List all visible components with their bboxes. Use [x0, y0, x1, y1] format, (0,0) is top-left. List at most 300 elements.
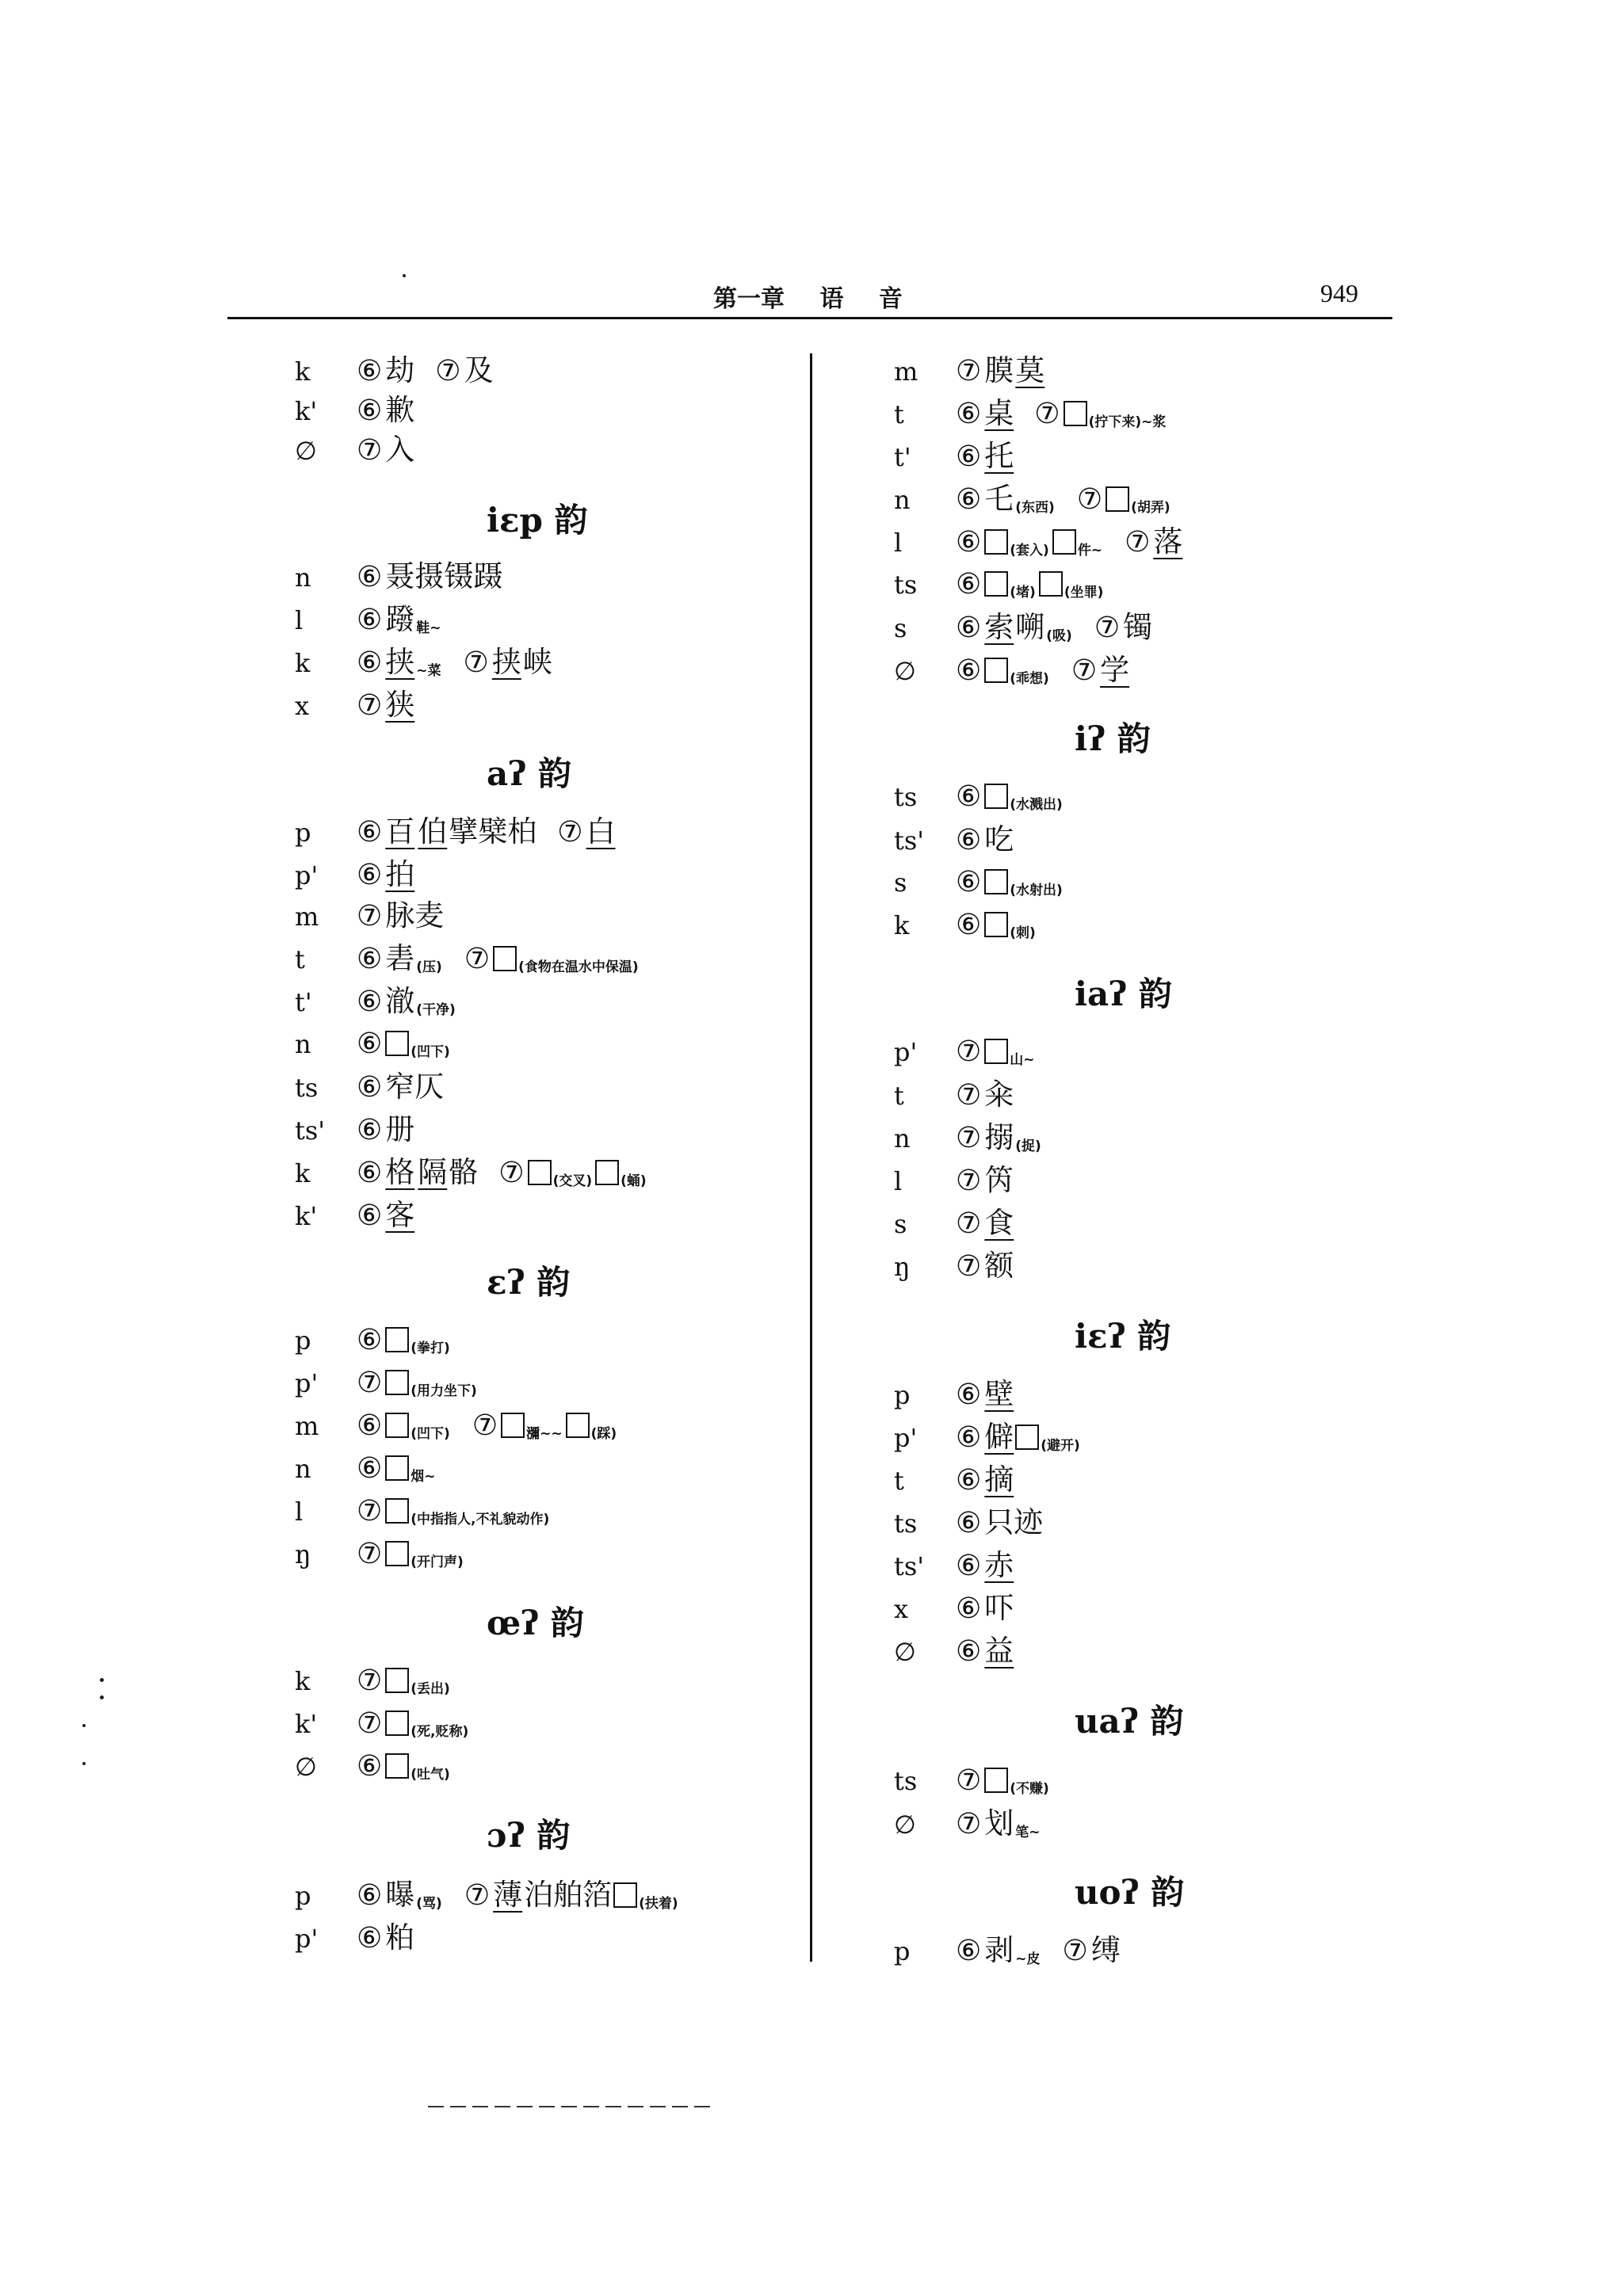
syllable-row: [894, 1933, 1141, 1974]
initial-consonant: s: [894, 1209, 907, 1239]
gloss-note: (不赚): [1010, 1781, 1049, 1797]
tone-group: [357, 1366, 480, 1405]
missing-character-box: [385, 1541, 409, 1566]
tone-group: [956, 1548, 1015, 1584]
character: 脉麦: [385, 898, 445, 933]
initial-consonant: ∅: [894, 1637, 916, 1667]
syllable-row: [295, 1494, 571, 1534]
tone-marker: ⑦: [357, 900, 383, 933]
tone-group: [357, 1198, 416, 1234]
tone-marker: ⑥: [956, 866, 982, 898]
character-underlined: 薄: [493, 1878, 523, 1912]
initial-consonant: p': [295, 1368, 319, 1398]
syllable-row: [295, 353, 514, 389]
gloss-note: (开门声): [411, 1554, 464, 1570]
syllable-row: [894, 1377, 1034, 1413]
initial-consonant: ts: [894, 1766, 918, 1796]
initial-consonant: p: [295, 1325, 311, 1356]
initial-consonant: p': [295, 860, 319, 891]
character: 膜: [984, 353, 1014, 387]
character-underlined: 壁: [984, 1377, 1014, 1411]
tone-marker: ⑥: [956, 654, 982, 687]
tone-group: [557, 814, 617, 850]
tone-group: [357, 353, 416, 389]
gloss-note: (凹下): [411, 1044, 450, 1060]
tone-marker: ⑥: [357, 1028, 383, 1060]
scan-speck: [100, 1695, 104, 1699]
missing-character-box: [385, 1327, 409, 1352]
gloss-note: (避开): [1041, 1438, 1080, 1454]
tone-group: [956, 908, 1039, 948]
syllable-row: [295, 814, 636, 850]
syllable-row: [894, 653, 1150, 693]
syllable-row: [295, 1878, 701, 1918]
character: 擘檗柏: [449, 814, 537, 849]
missing-character-box: [385, 1668, 409, 1693]
tone-marker: ⑦: [1076, 483, 1103, 516]
character-underlined: 客: [385, 1198, 415, 1232]
gloss-note: (捉): [1015, 1138, 1041, 1154]
gloss-note: ~菜: [416, 663, 441, 679]
syllable-row: [894, 482, 1193, 522]
tone-group: [956, 439, 1015, 475]
tone-marker: ⑥: [956, 1592, 982, 1625]
initial-consonant: k': [295, 1709, 318, 1739]
character: 泊舶箔: [524, 1878, 613, 1912]
character: 蹳: [385, 602, 415, 636]
tone-group: [357, 814, 538, 850]
gloss-note: (食物在温水中保温): [518, 959, 639, 975]
scan-artifact-line: [428, 2106, 713, 2107]
missing-character-box: [385, 1498, 409, 1524]
character: 及: [464, 353, 494, 387]
tone-group: [956, 1206, 1015, 1241]
tone-marker: ⑥: [956, 909, 982, 941]
tone-group: [357, 1537, 467, 1577]
rhyme-heading: iʔ 韵: [1075, 719, 1151, 758]
gloss-note: (东西): [1015, 500, 1055, 516]
character-underlined: 食: [984, 1206, 1014, 1240]
gloss-note: (死,贬称): [411, 1724, 469, 1740]
syllable-row: [894, 1163, 1034, 1199]
initial-consonant: ∅: [295, 436, 317, 466]
initial-consonant: p: [894, 1380, 911, 1410]
initial-consonant: p: [894, 1936, 911, 1966]
tone-group: [464, 645, 554, 681]
syllable-row: [295, 1112, 435, 1148]
tone-marker: ⑥: [357, 1157, 383, 1189]
tone-marker: ⑥: [956, 612, 982, 644]
tone-group: [956, 1163, 1015, 1199]
tone-marker: ⑦: [956, 1207, 982, 1240]
missing-character-box: [595, 1160, 619, 1185]
tone-marker: ⑥: [956, 780, 982, 813]
character: 吃: [984, 822, 1014, 856]
tone-marker: ⑦: [956, 1035, 982, 1068]
missing-character-box: [1052, 529, 1076, 555]
syllable-row: [295, 645, 573, 685]
character-underlined: 白: [586, 814, 616, 849]
initial-consonant: p: [295, 818, 311, 848]
tone-marker: ⑦: [357, 1367, 383, 1399]
syllable-row: [894, 822, 1034, 858]
character: 歉: [385, 393, 415, 427]
tone-group: [435, 353, 495, 389]
missing-character-box: [613, 1882, 637, 1908]
initial-consonant: x: [295, 691, 310, 721]
tone-marker: ⑦: [1094, 612, 1121, 644]
missing-character-box: [385, 1031, 409, 1056]
initial-consonant: k: [295, 1158, 311, 1188]
initial-consonant: ts': [894, 1551, 925, 1581]
tone-group: [956, 396, 1015, 432]
gloss-note: (骂): [416, 1896, 442, 1912]
syllable-row: [295, 393, 435, 429]
tone-group: [956, 1035, 1038, 1074]
rhyme-heading: ɔʔ 韵: [487, 1816, 571, 1855]
tone-marker: ⑥: [357, 1750, 383, 1783]
syllable-row: [295, 1366, 499, 1405]
tone-group: [357, 1409, 453, 1448]
character-underlined: 桌: [984, 396, 1014, 430]
character-underlined: 益: [984, 1634, 1014, 1668]
character: 剥: [984, 1933, 1014, 1967]
tone-marker: ⑦: [435, 355, 461, 387]
character: 嗍: [1015, 610, 1045, 644]
syllable-row: [894, 1120, 1064, 1161]
syllable-row: [894, 908, 1058, 948]
tone-marker: ⑥: [357, 1071, 383, 1104]
tone-group: [956, 1420, 1083, 1460]
syllable-row: [295, 559, 523, 595]
tone-marker: ⑥: [357, 355, 383, 387]
tone-marker: ⑦: [357, 1707, 383, 1740]
tone-marker: ⑦: [1062, 1935, 1088, 1967]
character-underlined: 落: [1153, 524, 1183, 559]
tone-group: [956, 1505, 1044, 1541]
character-underlined: 百: [385, 814, 415, 849]
missing-character-box: [984, 571, 1008, 597]
initial-consonant: t: [894, 1466, 904, 1496]
character: 额: [984, 1249, 1014, 1283]
character-underlined: 托: [984, 439, 1014, 473]
tone-marker: ⑦: [1125, 526, 1151, 559]
gloss-note: (踩): [590, 1426, 617, 1442]
syllable-row: [894, 353, 1065, 389]
initial-consonant: l: [894, 1166, 903, 1196]
syllable-row: [894, 396, 1188, 437]
missing-character-box: [493, 946, 517, 971]
scan-speck: [403, 274, 406, 277]
tone-group: [357, 1155, 479, 1191]
tone-group: [956, 1463, 1015, 1498]
gloss-note: (拧下来)~浆: [1088, 414, 1167, 430]
tone-marker: ⑦: [956, 1079, 982, 1112]
character-underlined: 索: [984, 610, 1014, 644]
tone-marker: ⑥: [357, 1409, 383, 1442]
tone-group: [357, 559, 504, 595]
syllable-row: [894, 1420, 1102, 1460]
tone-marker: ⑥: [956, 441, 982, 473]
initial-consonant: ŋ: [894, 1252, 911, 1282]
missing-character-box: [385, 1711, 409, 1736]
tone-marker: ⑥: [956, 398, 982, 430]
tone-group: [357, 984, 459, 1024]
tone-marker: ⑦: [956, 1165, 982, 1197]
initial-consonant: l: [295, 605, 304, 635]
tone-group: [357, 1112, 416, 1148]
tone-group: [357, 1920, 416, 1956]
initial-consonant: n: [295, 1454, 311, 1484]
tone-group: [357, 1878, 445, 1918]
tone-marker: ⑥: [956, 1550, 982, 1582]
initial-consonant: m: [295, 902, 319, 932]
syllable-row: [295, 1707, 491, 1746]
tone-group: [956, 1249, 1015, 1284]
tone-group: [956, 567, 1106, 607]
tone-group: [956, 610, 1075, 650]
rhyme-heading: uoʔ 韵: [1075, 1873, 1185, 1912]
character: 劫: [385, 353, 415, 387]
missing-character-box: [1039, 571, 1063, 597]
tone-marker: ⑦: [956, 1250, 982, 1283]
tone-marker: ⑥: [956, 1935, 982, 1967]
missing-character-box: [984, 784, 1008, 809]
scan-speck: [100, 1678, 104, 1682]
tone-marker: ⑥: [956, 526, 982, 559]
tone-group: [1034, 397, 1169, 437]
tone-marker: ⑦: [357, 1495, 383, 1527]
tone-group: [357, 1664, 453, 1703]
syllable-row: [894, 610, 1173, 650]
initial-consonant: t: [894, 1081, 904, 1111]
tone-group: [956, 654, 1052, 693]
missing-character-box: [984, 912, 1008, 937]
syllable-row: [894, 1035, 1057, 1074]
gloss-note: 山~: [1010, 1052, 1035, 1068]
missing-character-box: [984, 1768, 1008, 1793]
missing-character-box: [1064, 401, 1087, 426]
initial-consonant: s: [894, 868, 907, 898]
tone-marker: ⑦: [498, 1157, 525, 1189]
tone-marker: ⑥: [357, 1452, 383, 1485]
missing-character-box: [984, 869, 1008, 894]
gloss-note: (刺): [1010, 925, 1036, 941]
column-divider: [810, 353, 812, 1962]
syllable-row: [295, 1409, 639, 1448]
gloss-note: (用力坐下): [411, 1383, 477, 1399]
tone-marker: ⑥: [956, 483, 982, 516]
syllable-row: [894, 1591, 1034, 1627]
tone-group: [464, 1878, 682, 1918]
gloss-note: (凹下): [411, 1426, 450, 1442]
tone-marker: ⑦: [357, 689, 383, 722]
missing-character-box: [385, 1455, 409, 1481]
character-underlined: 狭: [385, 688, 415, 722]
tone-group: [357, 1070, 445, 1105]
gloss-note: (蛹): [621, 1173, 647, 1189]
character-underlined: 挟: [491, 645, 521, 679]
tone-group: [956, 1806, 1044, 1847]
character: 吓: [984, 1591, 1014, 1625]
character: 笍: [984, 1163, 1014, 1197]
initial-consonant: k: [295, 1666, 311, 1696]
syllable-row: [894, 1077, 1034, 1113]
rhyme-heading: ɛʔ 韵: [487, 1263, 571, 1302]
character: 砉: [385, 941, 415, 975]
character: 聂摄镊蹑: [385, 559, 503, 593]
syllable-row: [295, 857, 435, 893]
tone-marker: ⑥: [357, 816, 383, 849]
character-underlined: 僻: [984, 1420, 1014, 1454]
scan-speck: [82, 1762, 86, 1765]
syllable-row: [894, 524, 1203, 565]
tone-marker: ⑦: [1034, 398, 1060, 430]
initial-consonant: t': [894, 442, 911, 472]
tone-group: [357, 898, 445, 934]
tone-group: [357, 941, 445, 982]
initial-consonant: l: [894, 528, 903, 558]
tone-marker: ⑥: [956, 568, 982, 601]
header-rule: [227, 317, 1392, 319]
initial-consonant: x: [894, 1594, 909, 1624]
tone-marker: ⑥: [357, 646, 383, 679]
syllable-row: [295, 1323, 472, 1363]
syllable-row: [295, 1451, 458, 1491]
character: 划: [984, 1806, 1014, 1840]
rhyme-heading: iɛp 韵: [487, 501, 588, 540]
initial-consonant: ts: [894, 1508, 918, 1539]
missing-character-box: [566, 1413, 590, 1438]
syllable-row: [295, 1664, 472, 1703]
tone-group: [357, 1749, 453, 1789]
tone-marker: ⑦: [357, 1665, 383, 1697]
tone-group: [1063, 1933, 1122, 1969]
tone-group: [357, 645, 445, 685]
tone-group: [357, 688, 416, 723]
character-underlined: 莫: [1015, 353, 1045, 387]
tone-marker: ⑥: [357, 395, 383, 427]
tone-marker: ⑥: [956, 824, 982, 856]
tone-marker: ⑦: [557, 816, 583, 849]
initial-consonant: k: [295, 648, 311, 678]
initial-consonant: ts': [894, 826, 925, 856]
gloss-note: 瀰~~: [526, 1426, 563, 1442]
tone-marker: ⑦: [357, 434, 383, 467]
character: 只迹: [984, 1505, 1044, 1539]
rhyme-heading: aʔ 韵: [487, 754, 571, 793]
initial-consonant: k': [295, 396, 318, 426]
tone-marker: ⑥: [357, 1879, 383, 1912]
gloss-note: ~皮: [1015, 1951, 1041, 1967]
syllable-row: [894, 865, 1085, 905]
scan-speck: [82, 1724, 86, 1727]
tone-marker: ⑥: [357, 943, 383, 975]
gloss-note: 件~: [1077, 543, 1103, 559]
character-underlined: 拍: [385, 857, 415, 891]
tone-group: [956, 1764, 1052, 1803]
tone-marker: ⑥: [956, 1464, 982, 1497]
missing-character-box: [385, 1413, 409, 1438]
syllable-row: [295, 433, 435, 468]
gloss-note: (中指指人,不礼貌动作): [411, 1512, 550, 1527]
syllable-row: [295, 1070, 464, 1105]
gloss-note: (干净): [416, 1002, 456, 1018]
syllable-row: [295, 1537, 486, 1577]
missing-character-box: [984, 1039, 1008, 1064]
initial-consonant: p: [295, 1881, 311, 1911]
initial-consonant: m: [894, 357, 918, 387]
tone-marker: ⑦: [464, 1879, 491, 1912]
initial-consonant: ∅: [894, 1810, 916, 1840]
syllable-row: [894, 1206, 1034, 1241]
syllable-row: [295, 688, 435, 723]
initial-consonant: n: [295, 563, 311, 593]
missing-character-box: [501, 1413, 525, 1438]
missing-character-box: [984, 658, 1008, 683]
rhyme-heading: iaʔ 韵: [1075, 974, 1172, 1013]
tone-group: [1077, 482, 1174, 522]
gloss-note: (交叉): [552, 1173, 593, 1189]
header-chapter: 第一章: [713, 285, 785, 313]
initial-consonant: ∅: [894, 656, 916, 686]
tone-marker: ⑦: [357, 1538, 383, 1570]
gloss-note: (扶着): [639, 1896, 678, 1912]
syllable-row: [295, 984, 478, 1024]
tone-marker: ⑥: [357, 986, 383, 1018]
initial-consonant: s: [894, 613, 907, 643]
gloss-note: (套入): [1010, 543, 1049, 559]
missing-character-box: [1015, 1425, 1039, 1450]
gloss-note: 烟~: [411, 1469, 436, 1485]
initial-consonant: t: [894, 399, 904, 429]
initial-consonant: ts: [894, 782, 918, 812]
tone-group: [357, 1707, 472, 1746]
initial-consonant: ts: [295, 1073, 319, 1103]
missing-character-box: [1106, 486, 1129, 512]
tone-group: [956, 353, 1046, 389]
character: 入: [385, 433, 415, 467]
initial-consonant: p': [894, 1423, 918, 1453]
tone-group: [956, 482, 1058, 522]
tone-group: [956, 822, 1015, 858]
rhyme-heading: uaʔ 韵: [1075, 1702, 1184, 1741]
tone-marker: ⑦: [956, 355, 982, 387]
tone-group: [1071, 653, 1131, 688]
tone-group: [472, 1409, 620, 1448]
missing-character-box: [984, 529, 1008, 555]
tone-group: [357, 1323, 453, 1363]
tone-group: [956, 525, 1106, 565]
page-number: 949: [1320, 279, 1358, 307]
initial-consonant: n: [295, 1029, 311, 1059]
character: 搦: [984, 1120, 1014, 1154]
tone-marker: ⑥: [357, 1114, 383, 1146]
character: 骼: [449, 1155, 479, 1189]
gloss-note: (乖想): [1010, 671, 1049, 687]
syllable-row: [295, 941, 661, 982]
gloss-note: (水溅出): [1010, 797, 1063, 813]
tone-group: [357, 1494, 552, 1534]
tone-marker: ⑦: [956, 1122, 982, 1154]
tone-group: [956, 780, 1066, 819]
tone-group: [956, 1077, 1015, 1113]
syllable-row: [894, 1764, 1071, 1803]
syllable-row: [894, 1249, 1034, 1284]
tone-marker: ⑥: [956, 1507, 982, 1539]
syllable-row: [295, 1749, 472, 1789]
syllable-row: [295, 1155, 669, 1196]
